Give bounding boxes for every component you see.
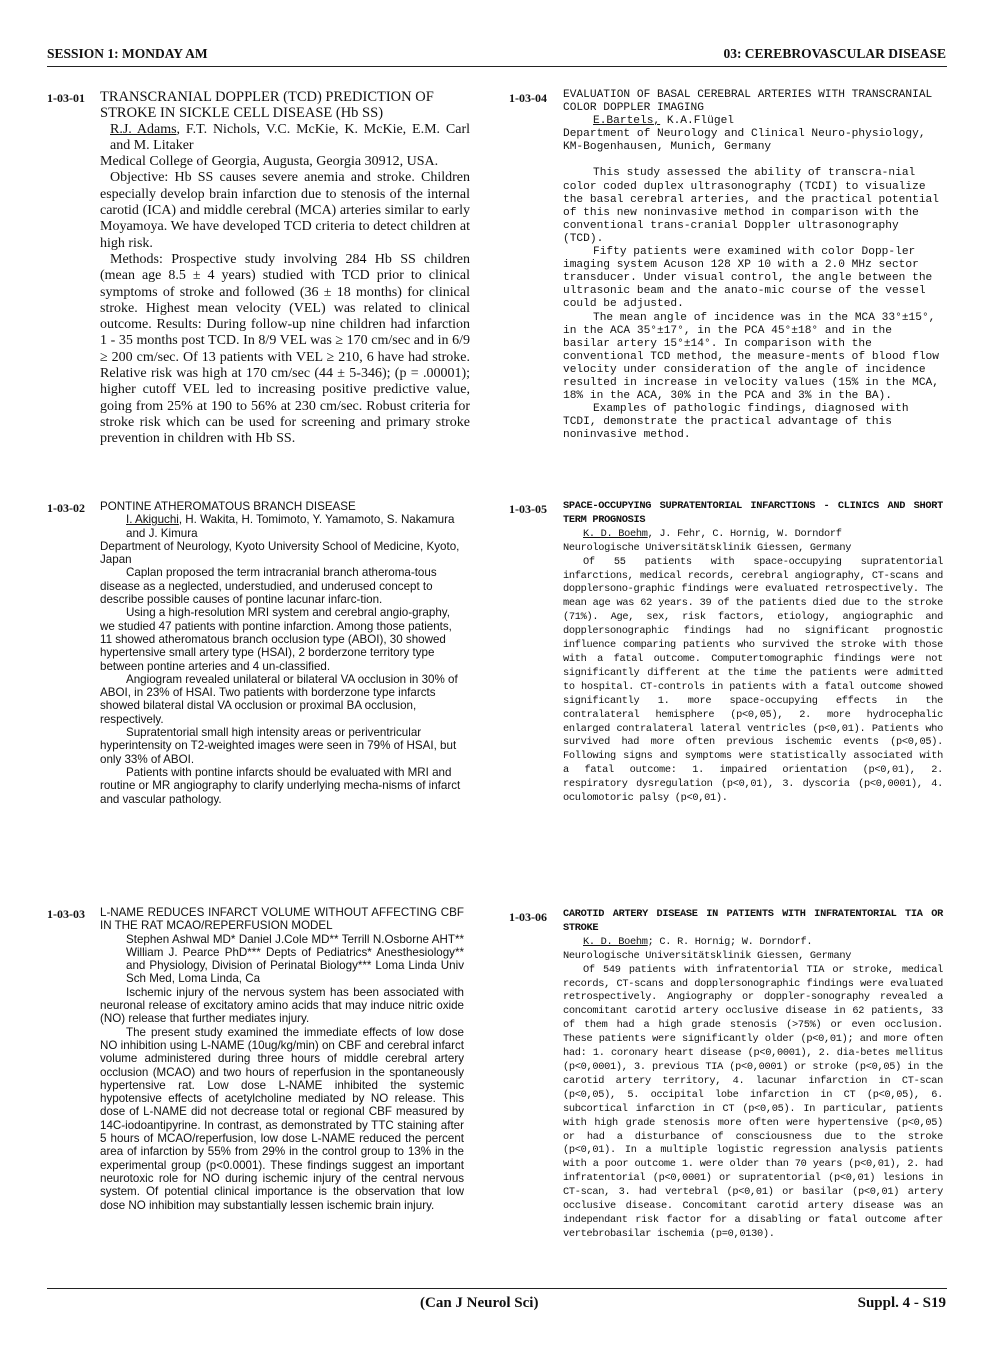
abstract-id: 1-03-06	[509, 910, 547, 924]
abstract-paragraph: The present study examined the immediate effects of low dose NO inhibition using L-NAME (10ug/kg/min) on CBF and cerebral infarct volume administered during three hours of middle cerebral artery occlusion (MCAO) and two hours of reperfusion in the spontaneously hypertensive rat. Low dose L-NAME inhibited the systemic hypotensive effects of acetylcholine mediated by NO release. This dose of L-NAME did not decrease total or regional CBF measured by 14C-iodoantipyrine. In contrast, as demonstrated by TTC staining after 5 hours of MCAO/reperfusion, low dose L-NAME reduced the percent area of infarction by 55% from 29% in the control group to 13% in the experimental group (p<0.0001). These findings suggest an important neurotoxic role for NO during ischemic injury of the central nervous system. Of potential clinical importance is the observation that low dose NO inhibition may substantially lessen ischemic brain injury.	[100, 1025, 464, 1212]
co-authors: ; C. R. Hornig; W. Dorndorf.	[647, 935, 813, 948]
abstract-paragraph: Using a high-resolution MRI system and cerebral angio-graphy, we studied 47 patients with pontine infarction. Among those patients, 11 showed atheromatous branch occlusion type (ABOI), 30 showed hypertensive small artery type (HSAI), 2 borderzone territory type between pontine arteries and 4 un-classified.	[100, 606, 452, 673]
abstract-title: PONTINE ATHEROMATOUS BRANCH DISEASE	[100, 500, 356, 513]
abstract-paragraph: Ischemic injury of the nervous system has been associated with neuronal release of excitatory amino acids that may induce nitric oxide (NO) release that further mediates injury.	[100, 985, 464, 1026]
abstract-paragraph: Angiogram revealed unilateral or bilateral VA occlusion in 30% of ABOI, in 23% of HSAI. Two patients with borderzone type infarcts showed bilateral distal VA occlusion or proximal BA occlusion, respectively.	[100, 672, 458, 726]
abstract-paragraph: Patients with pontine infarcts should be evaluated with MRI and routine or MR angiography to clarify underlying mecha-nisms of infarct and vascular pathology.	[100, 765, 461, 806]
abstract-1-03-06	[563, 908, 943, 1242]
running-header-session: SESSION 1: MONDAY AM	[47, 46, 208, 61]
abstract-affiliation: Neurologische Universitätsklinik Giessen, Germany	[563, 541, 852, 554]
co-authors: K.A.Flügel	[660, 115, 734, 128]
abstract-title: TRANSCRANIAL DOPPLER (TCD) PREDICTION OF STROKE IN SICKLE CELL DISEASE (Hb SS)	[100, 89, 434, 122]
abstract-1-03-04	[563, 89, 943, 442]
abstract-title: EVALUATION OF BASAL CEREBRAL ARTERIES WITH TRANSCRANIAL COLOR DOPPLER IMAGING	[563, 89, 933, 115]
abstract-paragraph: The mean angle of incidence was in the MCA 33°±15°, in the ACA 35°±17°, in the PCA 45°±18° and in the basilar artery 15°±14°. In comparison with the conventional TCD method, the measure-ments of blood flow velocity under consideration of the angle of incidence resulted in increase in velocity values (15% in the MCA, 18% in the ACA, 30% in the PCA and 3% in the BA).	[563, 311, 939, 403]
running-header-section: 03: CEREBROVASCULAR DISEASE	[723, 46, 946, 61]
abstract-paragraph: Fifty patients were examined with color Dopp-ler imaging system Acuson 128 XP 10 with a 2.0 MHz sector transducer. Under visual control, the angle between the ultrasonic beam and the anato-mic course of the vessel could be adjusted.	[563, 246, 933, 311]
presenting-author: K. D. Boehm	[583, 935, 648, 948]
page-number: Suppl. 4 - S19	[857, 1295, 946, 1311]
co-authors: , F.T. Nichols, V.C. McKie, K. McKie, E.M. Carl and M. Litaker	[110, 121, 470, 153]
presenting-author: I. Akiguchi	[126, 513, 179, 527]
abstract-id: 1-03-04	[509, 91, 547, 105]
abstract-id: 1-03-01	[47, 91, 85, 105]
abstract-authors	[563, 115, 943, 128]
abstract-authors	[563, 936, 943, 950]
abstract-paragraph: Caplan proposed the term intracranial branch atheroma-tous disease as a neglected, understudied, and underused concept to describe possible causes of pontine lacunar infarc-tion.	[100, 566, 437, 607]
abstract-paragraph: Objective: Hb SS causes severe anemia and stroke. Children especially develop brain infarction due to stenosis of the internal carotid (ICA) and middle cerebral (MCA) arteries similar to early Moyamoya. We have developed TCD criteria to detect children at high risk.	[100, 170, 470, 251]
abstract-1-03-03	[100, 906, 464, 1212]
footer-rule	[47, 1288, 947, 1289]
abstract-1-03-05	[563, 500, 943, 806]
co-authors: , H. Wakita, H. Tomimoto, Y. Yamamoto, S. Nakamura and J. Kimura	[126, 513, 455, 540]
abstract-paragraph: Of 55 patients with space-occupying supratentorial infarctions, medical records, cerebral angiography, CT-scans and dopplersono-graphic findings were evaluated retrospectively. The mean age was 62 years. 39 of the patients died due to the stroke (71%). Age, sex, risk factors, etiology, angiographic and dopplersonographic findings had no significant prognostic influence comparing patients who survived the stroke with those with a fatal outcome. Computertomographic findings were not significantly different at the time the patients were admitted to hospital. CT-controls in patients with a fatal outcome showed significantly 1. more space-occupying effects in the contralateral hemisphere (p<0,05), 2. more hydrocephalic enlarged contralateral lateral ventricles (p<0,01). Patients who survived had more often previous ischemic events (p<0,05). Following signs and symptoms were statistically associated with a fatal outcome: 1. impaired orientation (p<0,01), 2. respiratory dysregulation (p<0,01), 3. dyscoria (p<0,0001), 4. oculomotoric palsy (p<0,01).	[563, 555, 943, 805]
abstract-id: 1-03-03	[47, 907, 85, 921]
abstract-title: CAROTID ARTERY DISEASE IN PATIENTS WITH INFRATENTORIAL TIA OR STROKE	[563, 908, 943, 934]
abstract-paragraph: Supratentorial small high intensity areas or periventricular hyperintensity on T2-weighted images were seen in 79% of HSAI, but only 33% of ABOI.	[100, 726, 457, 766]
abstract-authors	[563, 528, 943, 542]
abstract-title: L-NAME REDUCES INFARCT VOLUME WITHOUT AFFECTING CBF IN THE RAT MCAO/REPERFUSION MODEL	[100, 906, 464, 933]
abstract-paragraph: This study assessed the ability of transcra-nial color coded duplex ultrasonography (TCDI) to visualize the basal cerebral arteries, and the practical potential of this new noninvasive method in comparison with the conventional trans-cranial Doppler ultrasonography (TCD).	[563, 167, 939, 245]
co-authors: , J. Fehr, C. Hornig, W. Dorndorf	[647, 527, 842, 540]
abstract-id: 1-03-05	[509, 502, 547, 516]
presenting-author: R.J. Adams	[110, 121, 177, 137]
abstract-authors: Stephen Ashwal MD* Daniel J.Cole MD** Terrill N.Osborne AHT** William J. Pearce PhD*** Depts of Pediatrics* Anesthesiology** and Physiology, Division of Perinatal Biology*** Loma Linda Univ Sch Med, Loma Linda, Ca	[126, 932, 464, 986]
presenting-author: E.Bartels,	[593, 115, 661, 128]
journal-name: (Can J Neurol Sci)	[420, 1295, 539, 1311]
abstract-affiliation: Neurologische Universitätsklinik Giessen, Germany	[563, 949, 852, 962]
abstract-1-03-01	[100, 89, 470, 448]
abstract-paragraph: Of 549 patients with infratentorial TIA or stroke, medical records, CT-scans and dopplersonographic findings were evaluated retrospectively. Angiography or doppler-sonography revealed a concomitant carotid artery occlusive disease in 62 patients, 33 of them had a high grade stenosis (>75%) or even occlusion. These patients were significantly older (p<0,01); and more often had: 1. coronary heart disease (p<0,0001), 2. dia-betes mellitus (p<0,0001), 3. previous TIA (p<0,0001) or stroke (p<0,05) in the carotid artery territory, 4. lacunar infarction in CT-scan (p<0,05), 5. occipital lobe infarction in CT (p<0,05), 6. subcortical infarction in CT (p<0,05). In particular, patients with high grade stenosis more often were hypertensive (p<0,05) or had a disturbance of consciousness due to the stroke (p<0,01). In a multiple logistic regression analysis patients with a poor outcome 1. were older than 70 years (p<0,01), 2. had infratentorial (p<0,0001) or supratentorial (p<0,01) lesions in CT-scan, 3. had vertebral (p<0,01) or basilar (p<0,01) artery occlusive disease. Concomitant carotid artery disease was an independant risk factor for a disabling or fatal outcome after vertebrobasilar ischemia (p=0,0130).	[563, 963, 943, 1240]
abstract-affiliation: Department of Neurology and Clinical Neuro-physiology, KM-Bogenhausen, Munich, Germany	[563, 128, 926, 154]
abstract-paragraph: Examples of pathologic findings, diagnosed with TCDI, demonstrate the practical advantage of this noninvasive method.	[563, 403, 909, 442]
abstract-authors	[100, 513, 466, 540]
abstract-paragraph: Methods: Prospective study involving 284 Hb SS children (mean age 8.5 ± 4 years) studied with TCD prior to clinical symptoms of stroke and followed (36 ± 18 months) for clinical stroke. Highest mean velocity (VEL) was related to clinical outcome. Results: During follow-up nine children had infarction 1 - 35 months post TCD. In 8/9 VEL was ≥ 170 cm/sec and in 6/9 ≥ 200 cm/sec. Of 13 patients with VEL ≥ 210, 6 have had stroke. Relative risk was high at 170 cm/sec (44 ± 5-346); (p = .00001); higher cutoff VEL led to increasing positive predictive value, going from 25% at 190 to 56% at 230 cm/sec. Robust criteria for stroke risk which can be used for screening and primary stroke prevention in children with Hb SS.	[100, 251, 470, 447]
abstract-affiliation: Department of Neurology, Kyoto University School of Medicine, Kyoto, Japan	[100, 539, 460, 567]
abstract-id: 1-03-02	[47, 501, 85, 515]
abstract-authors	[100, 122, 470, 155]
header-rule	[47, 66, 947, 67]
abstract-1-03-02	[100, 500, 466, 806]
abstract-affiliation: Medical College of Georgia, Augusta, Georgia 30912, USA.	[100, 154, 439, 170]
presenting-author: K. D. Boehm	[583, 527, 648, 540]
abstract-title: SPACE-OCCUPYING SUPRATENTORIAL INFARCTIONS - CLINICS AND SHORT TERM PROGNOSIS	[563, 500, 943, 526]
